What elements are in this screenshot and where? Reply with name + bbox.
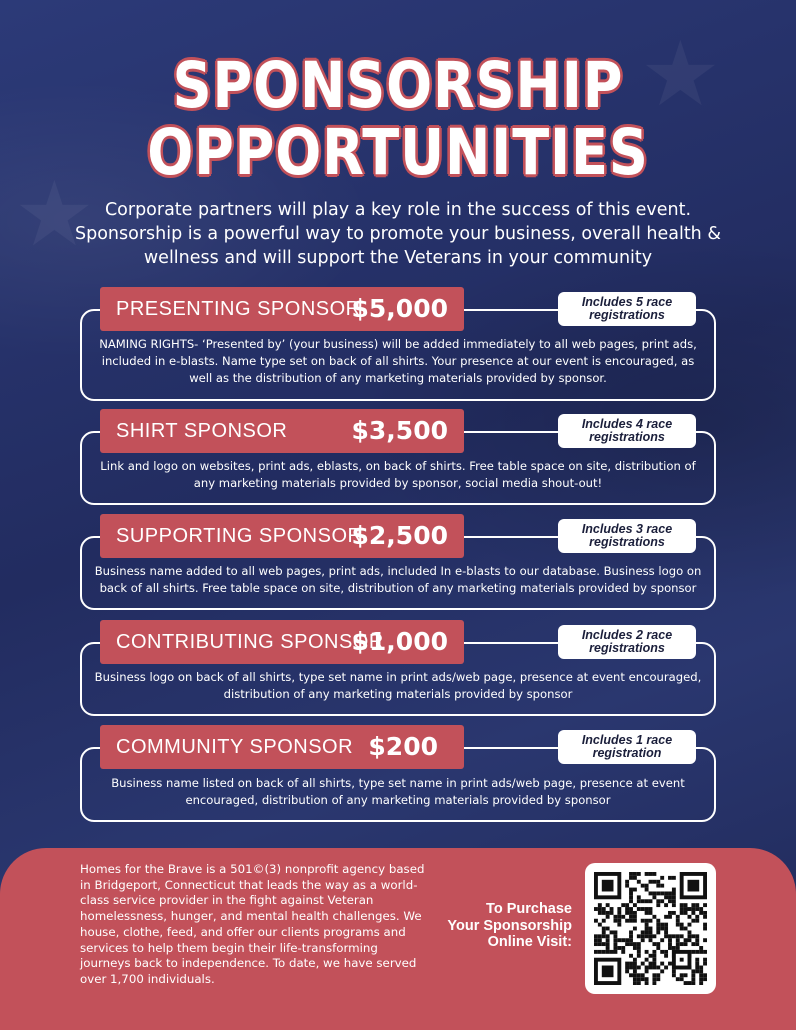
tier-badge <box>558 292 696 326</box>
tier-badge <box>558 519 696 553</box>
tier-name: CONTRIBUTING SPONSOR <box>116 631 384 653</box>
intro-text: Corporate partners will play a key role in the success of this event. Sponsorship is a powerful way to promote your business, overall health & wellness and will support the Veterans in your community <box>75 200 721 268</box>
tier-name: PRESENTING SPONSOR <box>116 298 361 320</box>
tier-header-bar <box>100 287 464 331</box>
badge-line1: Includes 5 race <box>581 295 673 309</box>
tier-description: Business logo on back of all shirts, type set name in print ads/web page, presence at event encouraged, distribution of any marketing materials provided by sponsor <box>94 670 702 701</box>
tier-contributing-sponsor <box>80 620 716 716</box>
tier-header-bar <box>100 514 464 558</box>
cta-line2: Your Sponsorship <box>447 917 572 934</box>
qr-code-icon <box>594 872 707 985</box>
tier-community-sponsor <box>80 725 716 823</box>
tier-description: Business name added to all web pages, print ads, included In e-blasts to our database. Business logo on back of all shirts. Free table space on site, distribution of any marketing materials provided by sponsor <box>94 564 702 595</box>
badge-line2: registrations <box>589 641 665 655</box>
page-title-line2: OPPORTUNITIES <box>147 116 649 189</box>
tier-price: $3,500 <box>351 416 448 445</box>
tier-description: Business name listed on back of all shirts, type set name in print ads/web page, presence at event encouraged, distribution of any marketing materials provided by sponsor <box>111 776 685 807</box>
page-title-line1: SPONSORSHIP <box>172 49 624 122</box>
cta-line1: To Purchase <box>486 901 572 917</box>
tier-presenting-sponsor <box>80 287 716 399</box>
tier-price: $5,000 <box>351 294 448 323</box>
tier-price: $2,500 <box>351 521 448 550</box>
tier-supporting-sponsor <box>80 514 716 610</box>
background-star-icon: ★ <box>640 22 721 127</box>
tier-shirt-sponsor <box>80 409 716 505</box>
badge-line1: Includes 3 race <box>581 522 673 536</box>
tier-description: NAMING RIGHTS- ‘Presented by’ (your business) will be added immediately to all web pages, print ads, included in e-blasts. Name type set on back of all shirts. Your presence at our event is encouraged, as well as the distribution of any marketing materials provided by sponsor. <box>99 337 697 385</box>
badge-line2: registrations <box>589 535 665 549</box>
about-text: Homes for the Brave is a 501©(3) nonprofit agency based in Bridgeport, Connecticut that leads the way as a world-class service provider in the fight against Veteran homelessness, hunger, and mental health challenges. We house, clothe, feed, and offer our clients programs and services to help them begin their life-transforming journeys back to independence. To date, we have served over 1,700 individuals. <box>80 862 425 986</box>
badge-line1: Includes 1 race <box>581 733 673 747</box>
badge-line2: registrations <box>589 308 665 322</box>
tier-description: Link and logo on websites, print ads, eblasts, on back of shirts. Free table space on site, distribution of any marketing materials provided by sponsor, social media shout-out! <box>100 459 696 490</box>
tier-badge <box>558 625 696 659</box>
cta-line3: Online Visit: <box>487 934 572 950</box>
background-star-icon: ★ <box>14 162 95 267</box>
qr-code[interactable] <box>585 863 716 994</box>
tier-header-bar <box>100 725 464 769</box>
tier-name: COMMUNITY SPONSOR <box>116 736 354 758</box>
tier-price: $1,000 <box>351 627 448 656</box>
badge-line1: Includes 4 race <box>581 417 673 431</box>
badge-line2: registrations <box>589 430 665 444</box>
footer-panel <box>0 848 796 1030</box>
tier-name: SUPPORTING SPONSOR <box>116 525 363 547</box>
tier-badge <box>558 414 696 448</box>
purchase-cta <box>420 901 572 951</box>
tier-price: $200 <box>368 732 438 761</box>
tier-header-bar <box>100 620 464 664</box>
badge-line1: Includes 2 race <box>581 628 673 642</box>
badge-line2: registration <box>592 746 662 760</box>
tier-name: SHIRT SPONSOR <box>116 420 288 442</box>
tier-header-bar <box>100 409 464 453</box>
tier-badge <box>558 730 696 764</box>
